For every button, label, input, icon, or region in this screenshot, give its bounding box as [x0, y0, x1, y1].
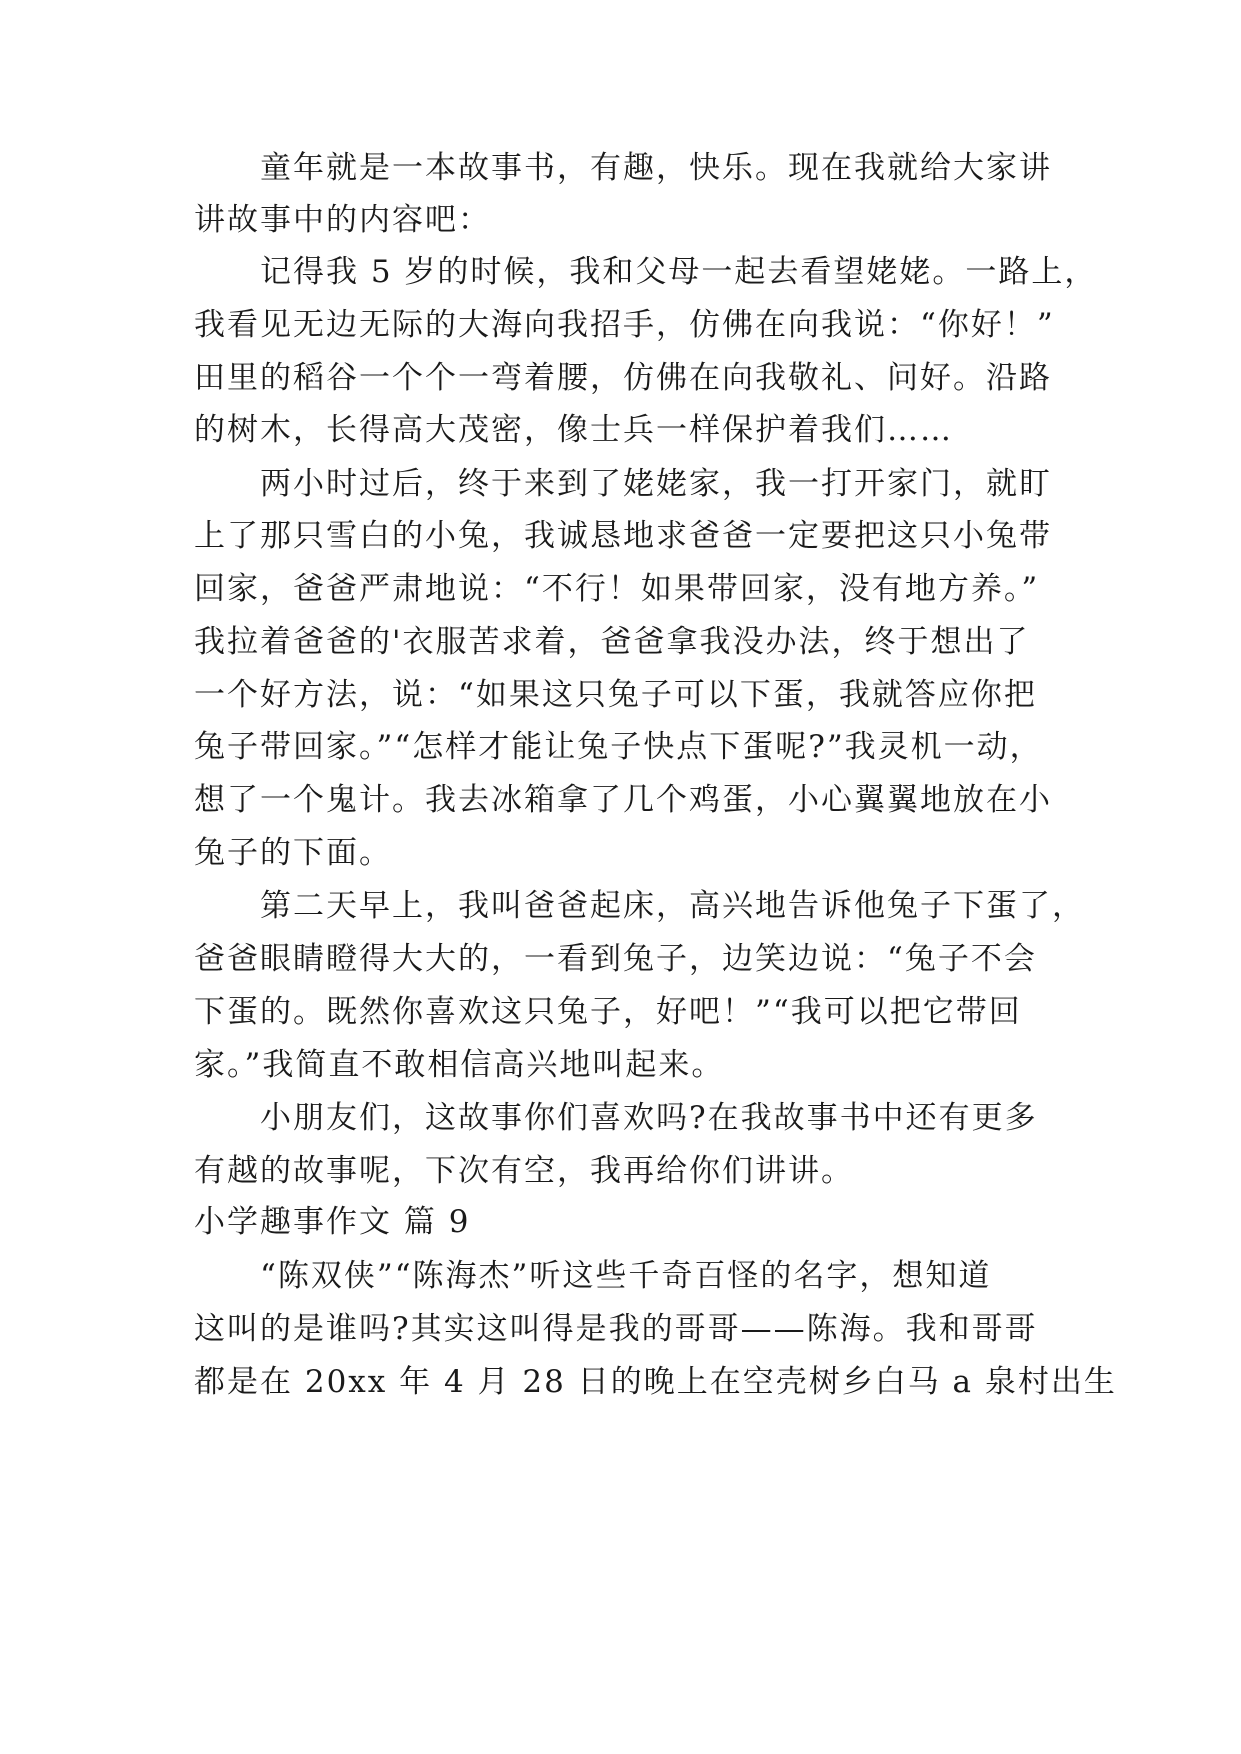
text-line: 两小时过后，终于来到了姥姥家，我一打开家门，就盯	[194, 466, 1052, 502]
text-line: 童年就是一本故事书，有趣，快乐。现在我就给大家讲	[194, 150, 1052, 186]
text-line: 我拉着爸爸的'衣服苦求着，爸爸拿我没办法，终于想出了	[194, 624, 1030, 660]
text-line: 都是在 20xx 年 4 月 28 日的晚上在空壳树乡白马 a 泉村出生	[194, 1364, 1117, 1400]
text-line: 讲故事中的内容吧：	[194, 202, 491, 238]
text-line: 爸爸眼睛瞪得大大的，一看到兔子，边笑边说：“兔子不会	[194, 941, 1037, 977]
text-line: 小朋友们，这故事你们喜欢吗?在我故事书中还有更多	[194, 1100, 1038, 1136]
text-line: 第二天早上，我叫爸爸起床，高兴地告诉他兔子下蛋了，	[194, 888, 1085, 924]
text-line: 我看见无边无际的大海向我招手，仿佛在向我说：“你好！”	[194, 307, 1055, 343]
section-heading: 小学趣事作文 篇 9	[194, 1204, 471, 1240]
text-line: 想了一个鬼计。我去冰箱拿了几个鸡蛋，小心翼翼地放在小	[194, 782, 1052, 818]
text-line: 记得我 5 岁的时候，我和父母一起去看望姥姥。一路上，	[194, 254, 1098, 290]
text-line: “陈双侠”“陈海杰”听这些千奇百怪的名字，想知道	[194, 1258, 992, 1294]
text-line: 有越的故事呢，下次有空，我再给你们讲讲。	[194, 1153, 854, 1189]
text-line: 兔子的下面。	[194, 835, 392, 871]
text-line: 下蛋的。既然你喜欢这只兔子，好吧！”“我可以把它带回	[194, 994, 1022, 1030]
text-line: 兔子带回家。”“怎样才能让兔子快点下蛋呢?”我灵机一动，	[194, 729, 1043, 765]
text-line: 家。”我简直不敢相信高兴地叫起来。	[194, 1047, 725, 1083]
text-line: 这叫的是谁吗?其实这叫得是我的哥哥——陈海。我和哥哥	[194, 1311, 1038, 1347]
text-line: 田里的稻谷一个个一弯着腰，仿佛在向我敬礼、问好。沿路	[194, 360, 1052, 396]
text-line: 一个好方法，说：“如果这只兔子可以下蛋，我就答应你把	[194, 677, 1037, 713]
text-line: 上了那只雪白的小兔，我诚恳地求爸爸一定要把这只小兔带	[194, 518, 1052, 554]
text-line: 的树木，长得高大茂密，像士兵一样保护着我们……	[194, 412, 953, 448]
text-line: 回家，爸爸严肃地说：“不行！如果带回家，没有地方养。”	[194, 571, 1040, 607]
